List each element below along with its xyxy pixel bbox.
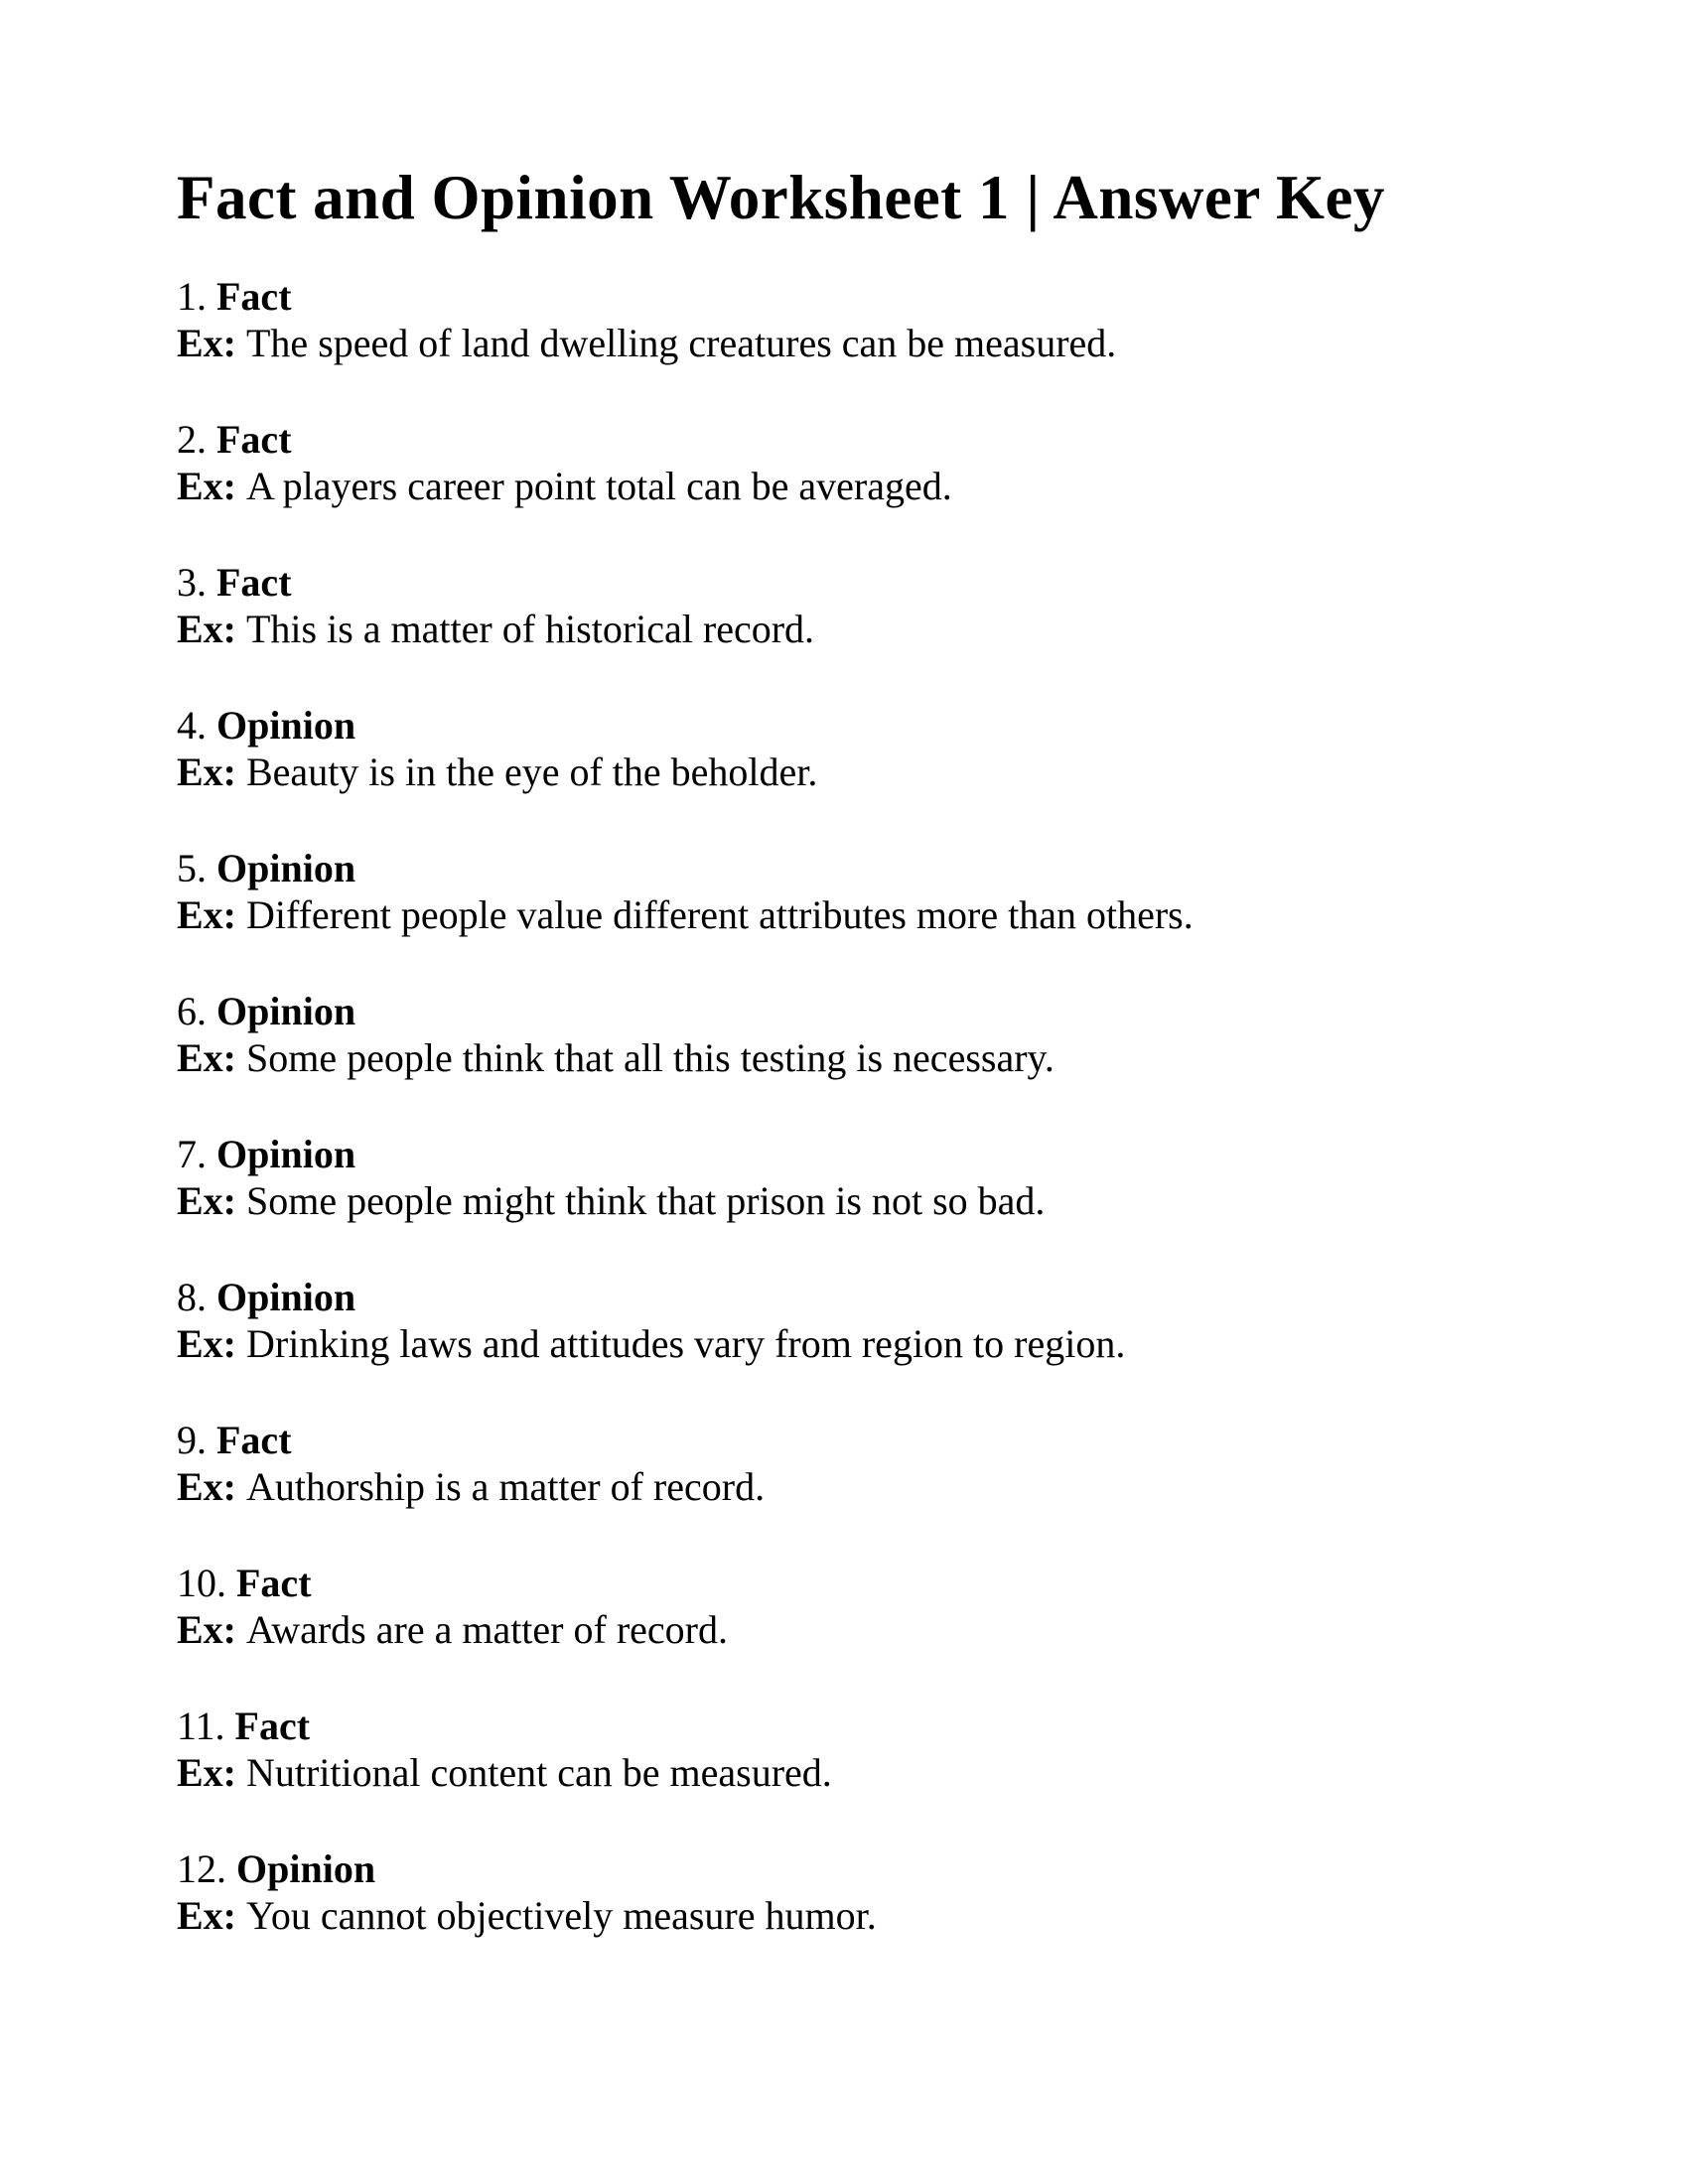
answer-label: Opinion [216, 703, 356, 749]
answer-label: Fact [216, 274, 292, 320]
example-prefix: Ex: [177, 750, 236, 795]
example-prefix: Ex: [177, 1035, 236, 1081]
example-line [177, 1463, 1549, 1510]
number-gap [207, 846, 216, 890]
example-gap [236, 1750, 246, 1795]
answer-line [177, 1131, 1549, 1177]
example-text: Authorship is a matter of record. [246, 1464, 766, 1510]
answer-label: Opinion [216, 989, 356, 1034]
number-gap [207, 560, 216, 605]
answer-label: Fact [234, 1704, 311, 1749]
answer-line [177, 1703, 1549, 1749]
item-number: 2. [177, 417, 207, 463]
item-number: 11. [177, 1704, 225, 1749]
example-line [177, 749, 1549, 795]
example-text: Some people might think that prison is not so bad. [246, 1178, 1046, 1224]
answer-label: Opinion [236, 1846, 376, 1892]
item-number: 4. [177, 703, 207, 749]
example-gap [236, 1607, 246, 1652]
page-title: Fact and Opinion Worksheet 1 | Answer Key [177, 163, 1385, 232]
example-prefix: Ex: [177, 607, 236, 652]
answer-item [177, 273, 1549, 366]
item-number: 3. [177, 560, 207, 606]
example-text: Nutritional content can be measured. [246, 1750, 832, 1796]
number-gap [225, 1704, 235, 1748]
number-gap [207, 703, 216, 748]
number-gap [207, 274, 216, 319]
number-gap [207, 1418, 216, 1462]
example-gap [236, 892, 246, 937]
answer-item [177, 1845, 1549, 1939]
answer-line [177, 273, 1549, 320]
example-prefix: Ex: [177, 892, 236, 938]
example-line [177, 1177, 1549, 1224]
example-gap [236, 1035, 246, 1080]
example-gap [236, 1464, 246, 1509]
answer-label: Fact [216, 560, 292, 606]
example-prefix: Ex: [177, 1321, 236, 1367]
answer-line [177, 1560, 1549, 1606]
example-gap [236, 464, 246, 508]
example-line [177, 606, 1549, 652]
example-gap [236, 1893, 246, 1938]
answer-item [177, 1560, 1549, 1653]
number-gap [226, 1846, 236, 1891]
answer-label: Opinion [216, 1132, 356, 1177]
example-text: This is a matter of historical record. [246, 607, 815, 652]
item-number: 6. [177, 989, 207, 1034]
example-text: Some people think that all this testing is necessary. [246, 1035, 1055, 1081]
answer-line [177, 416, 1549, 463]
item-number: 5. [177, 846, 207, 891]
answer-line [177, 559, 1549, 606]
example-line [177, 1320, 1549, 1367]
example-line [177, 320, 1549, 366]
example-line [177, 1034, 1549, 1081]
example-line [177, 1749, 1549, 1796]
answer-item [177, 559, 1549, 652]
answer-item [177, 1274, 1549, 1367]
answer-line [177, 1417, 1549, 1463]
item-number: 1. [177, 274, 207, 320]
answer-label: Opinion [216, 846, 356, 891]
number-gap [207, 417, 216, 462]
example-text: A players career point total can be averaged. [246, 464, 952, 509]
example-text: Beauty is in the eye of the beholder. [246, 750, 818, 795]
answer-label: Fact [216, 417, 292, 463]
example-prefix: Ex: [177, 1607, 236, 1653]
example-text: Drinking laws and attitudes vary from region to region. [246, 1321, 1126, 1367]
answer-line [177, 1274, 1549, 1320]
example-text: Awards are a matter of record. [246, 1607, 728, 1653]
example-text: The speed of land dwelling creatures can be measured. [246, 321, 1117, 366]
number-gap [207, 1132, 216, 1176]
answer-label: Opinion [216, 1275, 356, 1320]
answer-list [177, 273, 1549, 1939]
example-prefix: Ex: [177, 464, 236, 509]
answer-line [177, 988, 1549, 1034]
example-prefix: Ex: [177, 1750, 236, 1796]
answer-label: Fact [216, 1418, 292, 1463]
answer-line [177, 702, 1549, 749]
answer-item [177, 1703, 1549, 1796]
example-prefix: Ex: [177, 1178, 236, 1224]
answer-item [177, 845, 1549, 938]
example-gap [236, 607, 246, 651]
answer-item [177, 416, 1549, 509]
example-gap [236, 1178, 246, 1223]
example-text: You cannot objectively measure humor. [246, 1893, 877, 1939]
example-line [177, 1606, 1549, 1653]
example-gap [236, 1321, 246, 1366]
answer-item [177, 1417, 1549, 1510]
answer-item [177, 988, 1549, 1081]
example-prefix: Ex: [177, 321, 236, 366]
example-prefix: Ex: [177, 1464, 236, 1510]
example-prefix: Ex: [177, 1893, 236, 1939]
example-gap [236, 750, 246, 794]
example-text: Different people value different attributes more than others. [246, 892, 1194, 938]
answer-item [177, 702, 1549, 795]
item-number: 12. [177, 1846, 226, 1892]
example-line [177, 1892, 1549, 1939]
answer-line [177, 845, 1549, 891]
number-gap [226, 1561, 236, 1605]
number-gap [207, 989, 216, 1033]
item-number: 10. [177, 1561, 226, 1606]
answer-line [177, 1845, 1549, 1892]
answer-item [177, 1131, 1549, 1224]
example-line [177, 463, 1549, 509]
answer-label: Fact [236, 1561, 312, 1606]
number-gap [207, 1275, 216, 1319]
item-number: 7. [177, 1132, 207, 1177]
item-number: 8. [177, 1275, 207, 1320]
item-number: 9. [177, 1418, 207, 1463]
example-gap [236, 321, 246, 365]
example-line [177, 891, 1549, 938]
